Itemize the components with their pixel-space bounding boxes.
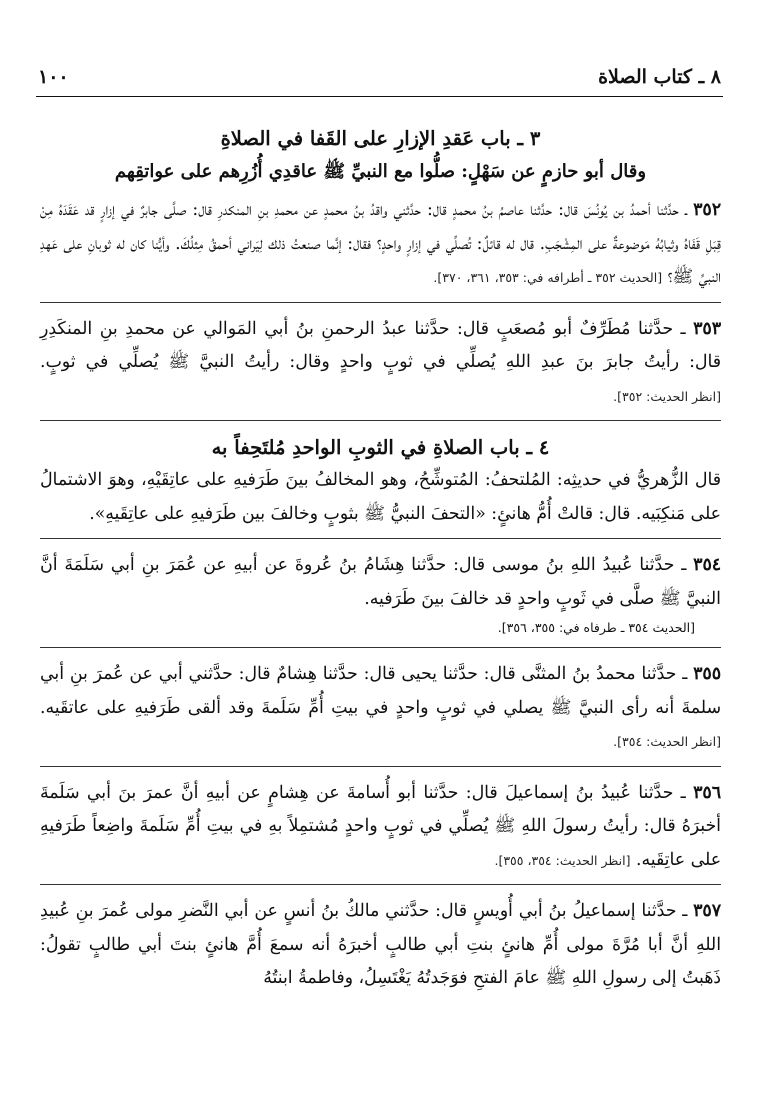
hadith-356-text: ـ حدَّثنا عُبيدُ بنُ إسماعيلَ قال: حدَّثنا أبو أُسامةَ عن هِشامٍ عن أبيهِ أنَّ عمرَ بنَ أبي سَلَمةَ أخبرَهُ قال: رأيتُ رسولَ اللهِ ﷺ يُصلِّي في ثوبٍ واحدٍ مُشتمِلاً بهِ في بيتِ أُمِّ سَلَمةَ واضِعاً طَرَفيهِ على عاتِقَيه. (40, 782, 721, 870)
hadith-356 (40, 777, 721, 878)
page-number: ١٠٠ (38, 66, 69, 88)
hadith-356-number: ٣٥٦ (693, 782, 721, 803)
bab-3-subtitle: وقال أبو حازمٍ عن سَهْلٍ: صلُّوا مع النبيِّ ﷺ عاقدِي أُزُرِهم على عواتقِهم (114, 161, 647, 182)
hadith-357-number: ٣٥٧ (693, 901, 721, 921)
chapter-heading: ٨ ـ كتاب الصلاة (598, 66, 721, 88)
hadith-353-ref: [انظر الحديث: ٣٥٢]. (613, 388, 721, 404)
hadith-353-text: ـ حدَّثنا مُطَرِّفٌ أبو مُصعَبٍ قال: حدَّثنا عبدُ الرحمنِ بنُ أبي المَوالي عن محمدِ بنِ المنكَدِرِ قال: رأيتُ جابرَ بنَ عبدِ اللهِ يُصلِّي في ثوبٍ واحدٍ وقال: رأيتُ النبيَّ ﷺ يُصلِّي في ثوبٍ. (40, 318, 721, 372)
hadith-356-ref: [انظر الحديث: ٣٥٤، ٣٥٥]. (494, 852, 631, 868)
header-rule (36, 96, 723, 97)
hadith-352-number: ٣٥٢ (693, 200, 721, 220)
divider (40, 302, 721, 303)
divider (40, 884, 721, 885)
hadith-353-number: ٣٥٣ (693, 318, 721, 339)
bab-3-title: ٣ ـ باب عَقدِ الإزارِ على القَفا في الصلاةِ (220, 127, 541, 150)
hadith-355-number: ٣٥٥ (693, 664, 721, 684)
hadith-352 (40, 194, 721, 295)
divider (40, 647, 721, 648)
hadith-355 (40, 658, 721, 759)
hadith-353 (40, 313, 721, 414)
divider (40, 766, 721, 767)
bab-4-intro: قال الزُّهريُّ في حديثِه: المُلتحفُ: المُتوشِّحُ، وهو المخالفُ بينَ طَرَفيهِ على عاتِقَيْهِ، وهوَ الاشتمالُ على مَنكِبَيه. قال: قالتْ أُمُّ هانئٍ: «التحفَ النبيُّ ﷺ بثوبٍ وخالفَ بين طَرَفيهِ على عاتِقَيهِ». (40, 470, 721, 524)
running-header (38, 62, 721, 92)
hadith-354-number: ٣٥٤ (693, 555, 722, 575)
hadith-354-ref: [الحديث ٣٥٤ ـ طرفاه في: ٣٥٥، ٣٥٦]. (497, 620, 695, 635)
divider (40, 538, 721, 539)
hadith-357-text: ـ حدَّثنا إسماعيلُ بنُ أبي أُويسٍ قال: حدَّثني مالكُ بنُ أنسٍ عن أبي النَّضرِ مولى عُمرَ بنِ عُبيدِ اللهِ أنَّ أبا مُرَّةَ مولى أُمِّ هانئٍ بنتِ أبي طالبٍ أخبرَهُ أنه سمعَ أُمَّ هانئٍ بنتَ أبي طالبٍ تقولُ: ذَهَبتُ إلى رسولِ اللهِ ﷺ عامَ الفتحِ فوَجَدتُهُ يَغْتَسِلُ، وفاطمةُ ابنتُهُ (40, 901, 721, 988)
hadith-357 (40, 895, 721, 996)
hadith-355-text: ـ حدَّثنا محمدُ بنُ المثنَّى قال: حدَّثنا يحيى قال: حدَّثنا هِشامٌ قال: حدَّثني أبي عن عُمرَ بنِ أبي سلمةَ أنه رأى النبيَّ ﷺ يصلي في ثوبٍ واحدٍ في بيتِ أُمِّ سَلَمةَ وقد ألقى طَرَفيهِ على عاتقَيه. (40, 664, 721, 718)
hadith-352-text: ـ حدَّثنا أحمدُ بن يُونُسَ قال: حدَّثنا عاصمُ بنُ محمدٍ قال: حدَّثني واقدُ بنُ محمدٍ عن محمدِ بنِ المنكدرِ قال: صلَّى جابرٌ في إزارٍ قد عَقَدَهُ مِنْ قِبَلِ قَفَاهُ وثيابُهُ مَوضوعةٌ على المِشْجَبِ. قال له قائلٌ: تُصلِّي في إزارٍ واحدٍ؟ فقال: إنَّما صنعتُ ذلك لِيَراني أحمقُ مِثلُكَ. وأيُّنا كان له ثوبانِ على عَهدِ النبيِّ ﷺ؟ (40, 200, 721, 287)
divider (40, 420, 721, 421)
hadith-355-ref: [انظر الحديث: ٣٥٤]. (613, 734, 721, 749)
bab-4-title: ٤ ـ باب الصلاةِ في الثوبِ الواحدِ مُلتَحِفاً به (211, 436, 550, 459)
page-body (40, 122, 721, 996)
hadith-354 (40, 549, 721, 616)
hadith-354-text: ـ حدَّثنا عُبيدُ اللهِ بنُ موسى قال: حدَّثنا هِشَامُ بنُ عُروةَ عن أبيهِ عن عُمَرَ بنِ أبي سَلَمَةَ أنَّ النبيَّ ﷺ صلَّى في ثَوبٍ واحدٍ قد خالفَ بينَ طَرَفيه. (40, 555, 721, 609)
hadith-352-ref: [الحديث ٣٥٢ ـ أطرافه في: ٣٥٣، ٣٦١، ٣٧٠]. (433, 270, 663, 285)
